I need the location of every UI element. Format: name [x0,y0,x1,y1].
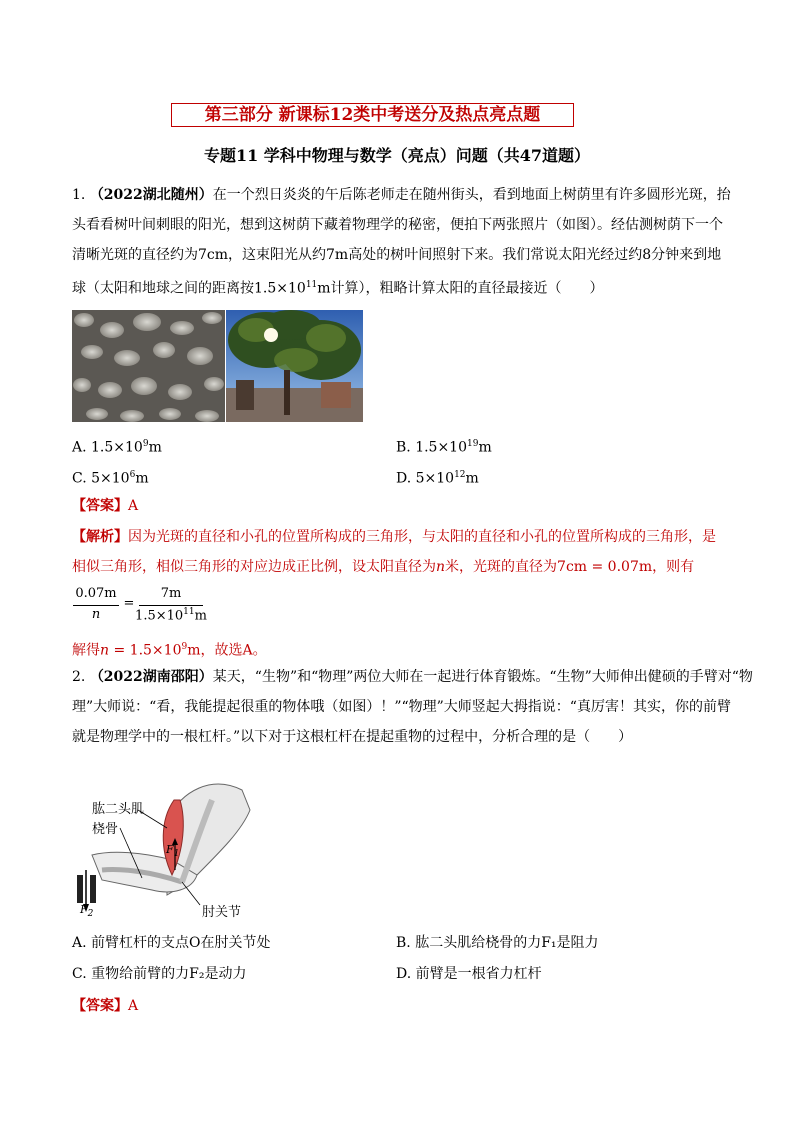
forearm-lever-diagram [72,770,252,920]
tree-canopy-photo [226,310,363,422]
q1-analysis-line2: 相似三角形，相似三角形的对应边成正比例，设太阳直径为n米，光斑的直径为7cm = 0.07m，则有 [72,559,695,575]
label-radius: 桡骨 [92,822,119,837]
q1-result: 解得$n = 1.5\times 10^9m$，故选A。 [72,642,267,659]
q1-option-b: B. $1.5\times 10^{19}m$ [396,439,492,456]
q1-option-c: C. $5\times 10^6m$ [72,470,149,487]
label-biceps: 肱二头肌 [92,802,145,817]
q1-option-d: D. $5\times 10^{12}m$ [396,470,479,487]
label-f2: $F_2$ [80,903,94,920]
topic-title: 专题11 学科中物理与数学（亮点）问题（共47道题） [203,146,591,165]
q1-option-a: A. $1.5\times 10^9m$ [72,439,162,456]
q1-line1 [72,180,731,210]
q1-analysis [72,522,727,582]
q1-stem-line4: 球（太阳和地球之间的距离按$1.5\times 10^{11}m$计算），粗略计算太阳的直径最接近（ ） [72,280,604,297]
frac2-numerator: 7m [160,586,182,601]
q1-stem [72,180,731,304]
label-f1: $F_1$ [166,843,180,860]
frac2-denominator: $1.5\times 10^{11}m$ [135,607,207,624]
q2-number: 2. [72,669,86,685]
q1-stem-line3: 清晰光斑的直径约为7cm，这束阳光从约7m高处的树叶间照射下来。我们常说太阳光经过约8分钟来到地 [72,247,722,263]
q2-answer: 【答案】A [72,998,139,1014]
frac2-bar [139,605,203,606]
frac1-bar [73,605,119,606]
q2-option-a: A. 前臂杠杆的支点O在肘关节处 [72,935,271,951]
section-banner: 第三部分 新课标12类中考送分及热点亮点题 [171,103,574,127]
label-elbow: 肘关节 [202,905,242,920]
q2-option-b: B. 肱二头肌给桡骨的力F₁是阻力 [396,935,599,951]
shadow-spots-photo [72,310,225,422]
q1-number: 1. [72,187,86,203]
q1-stem-line1: 在一个烈日炎炎的午后陈老师走在随州街头，看到地面上树荫里有许多圆形光斑，抬 [212,187,731,203]
q2-stem-line2: 理”大师说：“看，我能提起很重的物体哦（如图）！”“物理”大师竖起大拇指说：“真厉害！其实，你的前臂 [72,699,731,715]
equals-sign: = [123,596,135,611]
q1-stem-line2: 头看看树叶间刺眼的阳光，想到这树荫下藏着物理学的秘密，便拍下两张照片（如图）。经估测树荫下一个 [72,217,723,233]
q2-option-d: D. 前臂是一根省力杠杆 [396,966,542,982]
q1-source: （2022湖北随州） [89,187,213,203]
q2-source: （2022湖南邵阳） [89,669,213,685]
q2-stem [72,662,753,752]
frac1-numerator: 0.07m [75,586,117,601]
q2-option-c: C. 重物给前臂的力F₂是动力 [72,966,247,982]
q2-stem-line3: 就是物理学中的一根杠杆。”以下对于这根杠杆在提起重物的过程中，分析合理的是（ ） [72,729,633,745]
q1-analysis-line1: 【解析】因为光斑的直径和小孔的位置所构成的三角形，与太阳的直径和小孔的位置所构成的三角形，是 [72,529,716,545]
q2-line1: 2. （2022湖南邵阳）某天，“生物”和“物理”两位大师在一起进行体育锻炼。“生物”大师伸出健硕的手臂对“物 [72,669,753,685]
frac1-denominator: n [91,607,101,622]
q1-answer: 【答案】A [72,498,139,514]
